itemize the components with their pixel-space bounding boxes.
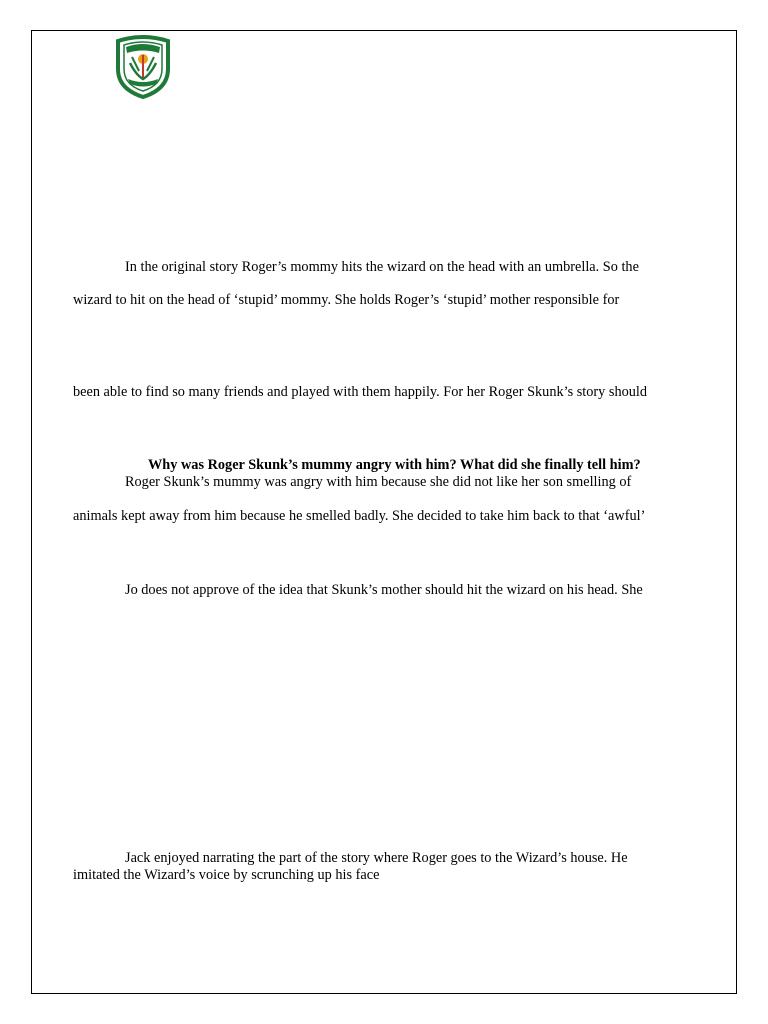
question-heading: Why was Roger Skunk’s mummy angry with him? What did she finally tell him? [148, 457, 641, 473]
school-crest-logo [112, 35, 174, 99]
paragraph-2-line-1: been able to find so many friends and played with them happily. For her Roger Skunk’s story should [73, 384, 648, 400]
paragraph-3-line-1: Roger Skunk’s mummy was angry with him because she did not like her son smelling of [125, 474, 632, 490]
paragraph-1-line-2: wizard to hit on the head of ‘stupid’ mommy. She holds Roger’s ‘stupid’ mother responsible for [73, 292, 620, 308]
paragraph-5-line-2: imitated the Wizard’s voice by scrunching up his face [73, 867, 380, 883]
paragraph-5-line-1: Jack enjoyed narrating the part of the story where Roger goes to the Wizard’s house. He [125, 850, 628, 866]
paragraph-4-line-1: Jo does not approve of the idea that Skunk’s mother should hit the wizard on his head. She [125, 582, 643, 598]
document-page [31, 30, 737, 994]
paragraph-1-line-1: In the original story Roger’s mommy hits the wizard on the head with an umbrella. So the [125, 259, 639, 275]
paragraph-3-line-2: animals kept away from him because he smelled badly. She decided to take him back to that ‘awful’ [73, 508, 646, 524]
